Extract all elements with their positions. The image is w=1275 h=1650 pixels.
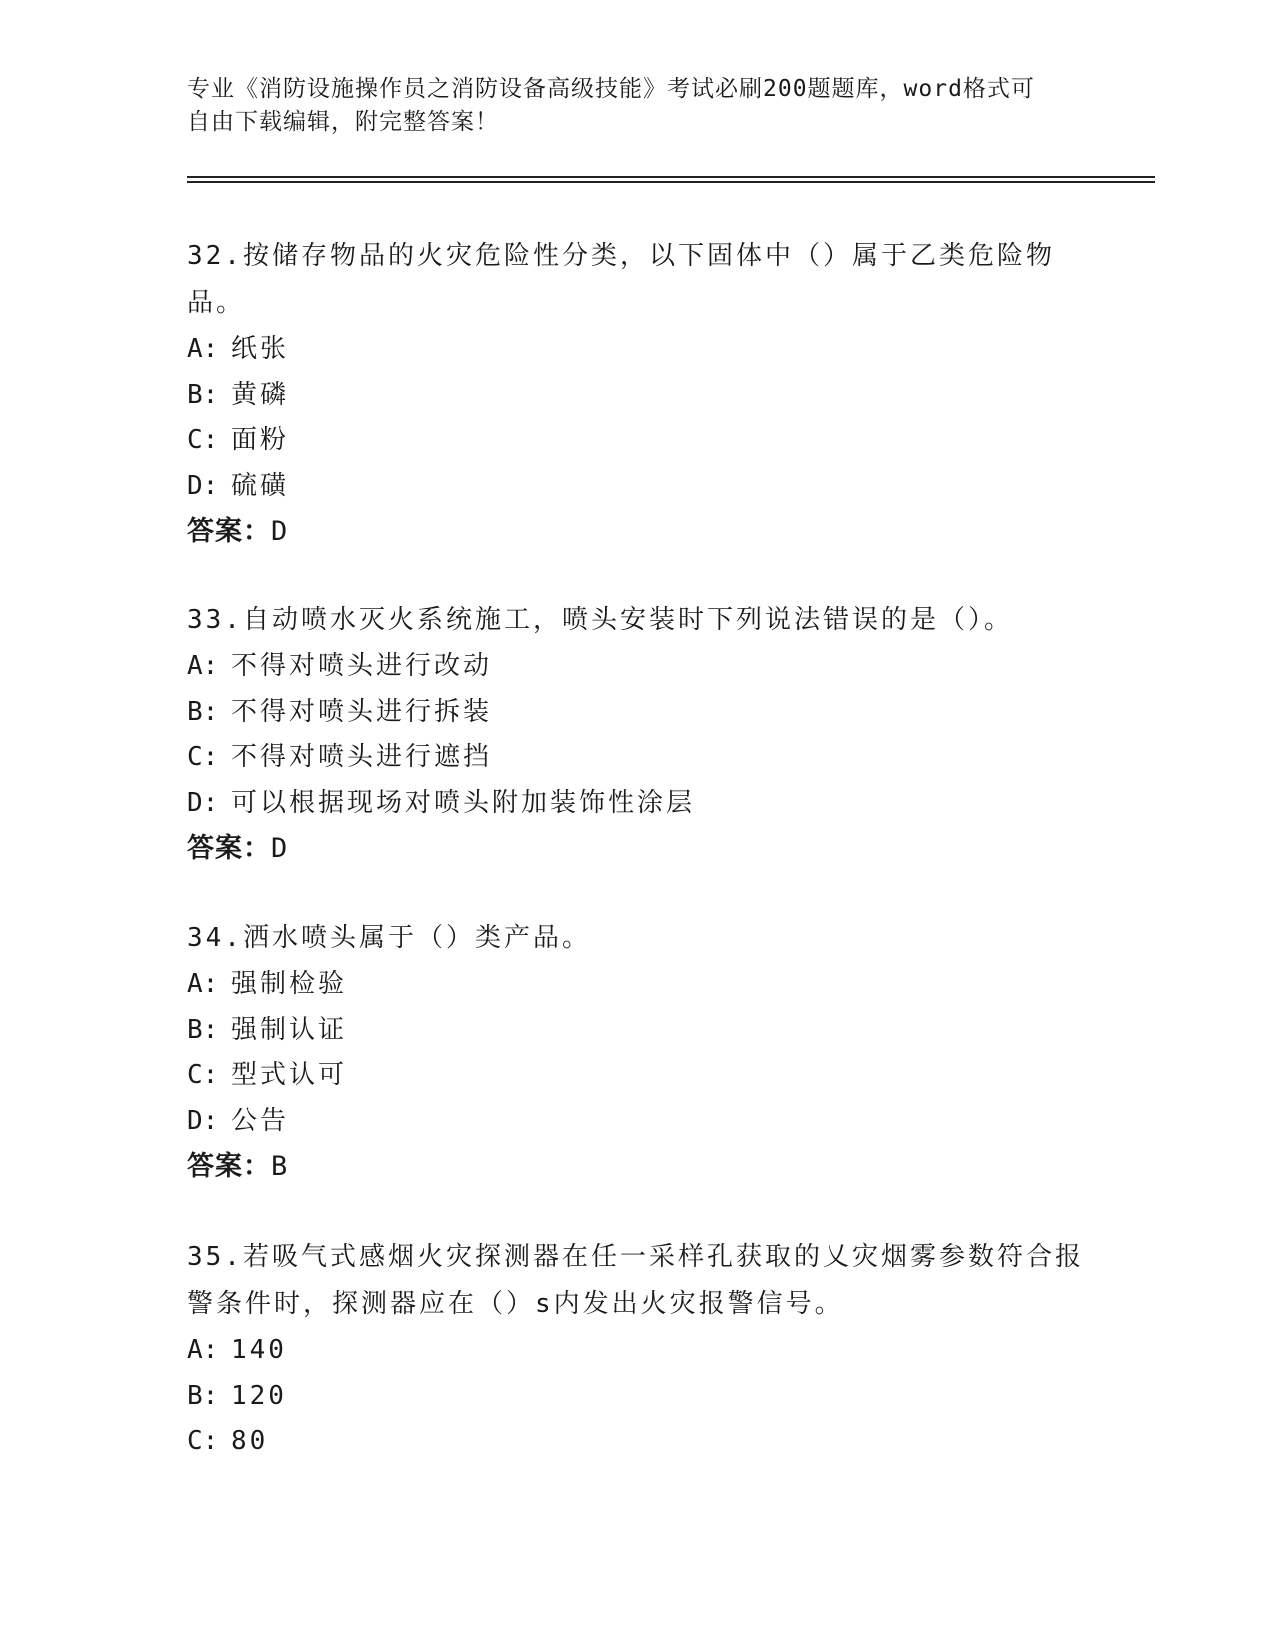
option-d [187, 464, 1087, 510]
option-letter: A: [187, 969, 219, 999]
answer-value: D [271, 833, 289, 864]
option-d [187, 781, 1087, 827]
option-letter: D: [187, 787, 219, 818]
option-b [187, 1374, 1087, 1420]
option-c [187, 1419, 1087, 1465]
option-letter: D: [187, 470, 219, 501]
option-c [187, 1053, 1087, 1099]
option-text: 型式认可 [231, 1060, 348, 1090]
option-text: 120 [231, 1380, 287, 1411]
option-letter: C: [187, 742, 219, 772]
question-text: 33.自动喷水灭火系统施工，喷头安装时下列说法错误的是（）。 [187, 605, 1013, 635]
option-letter: B: [187, 696, 219, 727]
option-letter: A: [187, 1335, 219, 1365]
option-c [187, 735, 1087, 781]
option-a [187, 644, 1087, 690]
option-letter: A: [187, 334, 219, 364]
option-text: 面粉 [231, 425, 290, 455]
answer-line [187, 1144, 1087, 1189]
option-letter: B: [187, 1014, 219, 1045]
option-text: 公告 [231, 1105, 290, 1136]
option-d [187, 1099, 1087, 1145]
answer-value: B [271, 1151, 289, 1182]
answer-line [187, 509, 1087, 554]
option-letter: C: [187, 1426, 219, 1456]
option-a [187, 327, 1087, 373]
option-text: 不得对喷头进行遮挡 [231, 742, 493, 772]
option-letter: C: [187, 1060, 219, 1090]
option-text: 纸张 [231, 334, 290, 364]
question-34 [187, 915, 1087, 1189]
question-text: 32.按储存物品的火灾危险性分类，以下固体中（）属于乙类危险物品。 [187, 241, 1055, 318]
option-a [187, 1328, 1087, 1374]
option-c [187, 418, 1087, 464]
question-text: 35.若吸气式感烟火灾探测器在任一采样孔获取的乂灾烟雾参数符合报警条件时，探测器应在（）s内发出火灾报警信号。 [187, 1242, 1084, 1319]
option-b [187, 690, 1087, 736]
option-text: 强制检验 [231, 969, 348, 999]
option-b [187, 373, 1087, 419]
option-letter: A: [187, 651, 219, 681]
question-33 [187, 597, 1087, 871]
option-a [187, 962, 1087, 1008]
option-text: 80 [231, 1426, 269, 1456]
option-text: 可以根据现场对喷头附加装饰性涂层 [231, 787, 696, 818]
question-35 [187, 1234, 1087, 1465]
answer-value: D [271, 516, 289, 547]
option-b [187, 1008, 1087, 1054]
document-header [187, 73, 1067, 139]
answer-label: 答案： [187, 1151, 271, 1182]
header-line-2: 自由下载编辑，附完整答案！ [187, 109, 499, 135]
option-text: 强制认证 [231, 1014, 348, 1045]
header-line-1: 专业《消防设施操作员之消防设备高级技能》考试必刷200题题库，word格式可 [187, 76, 1035, 102]
option-letter: C: [187, 425, 219, 455]
header-divider-bottom [187, 181, 1155, 183]
option-text: 140 [231, 1335, 287, 1365]
option-letter: D: [187, 1105, 219, 1136]
option-text: 不得对喷头进行拆装 [231, 696, 493, 727]
answer-line [187, 826, 1087, 871]
option-text: 黄磷 [231, 379, 290, 410]
option-text: 硫磺 [231, 470, 290, 501]
question-text: 34.洒水喷头属于（）类产品。 [187, 923, 591, 953]
option-text: 不得对喷头进行改动 [231, 651, 493, 681]
option-letter: B: [187, 1380, 219, 1411]
option-letter: B: [187, 379, 219, 410]
header-divider-top [187, 176, 1155, 178]
answer-label: 答案： [187, 833, 271, 864]
answer-label: 答案： [187, 516, 271, 547]
question-32 [187, 233, 1087, 554]
